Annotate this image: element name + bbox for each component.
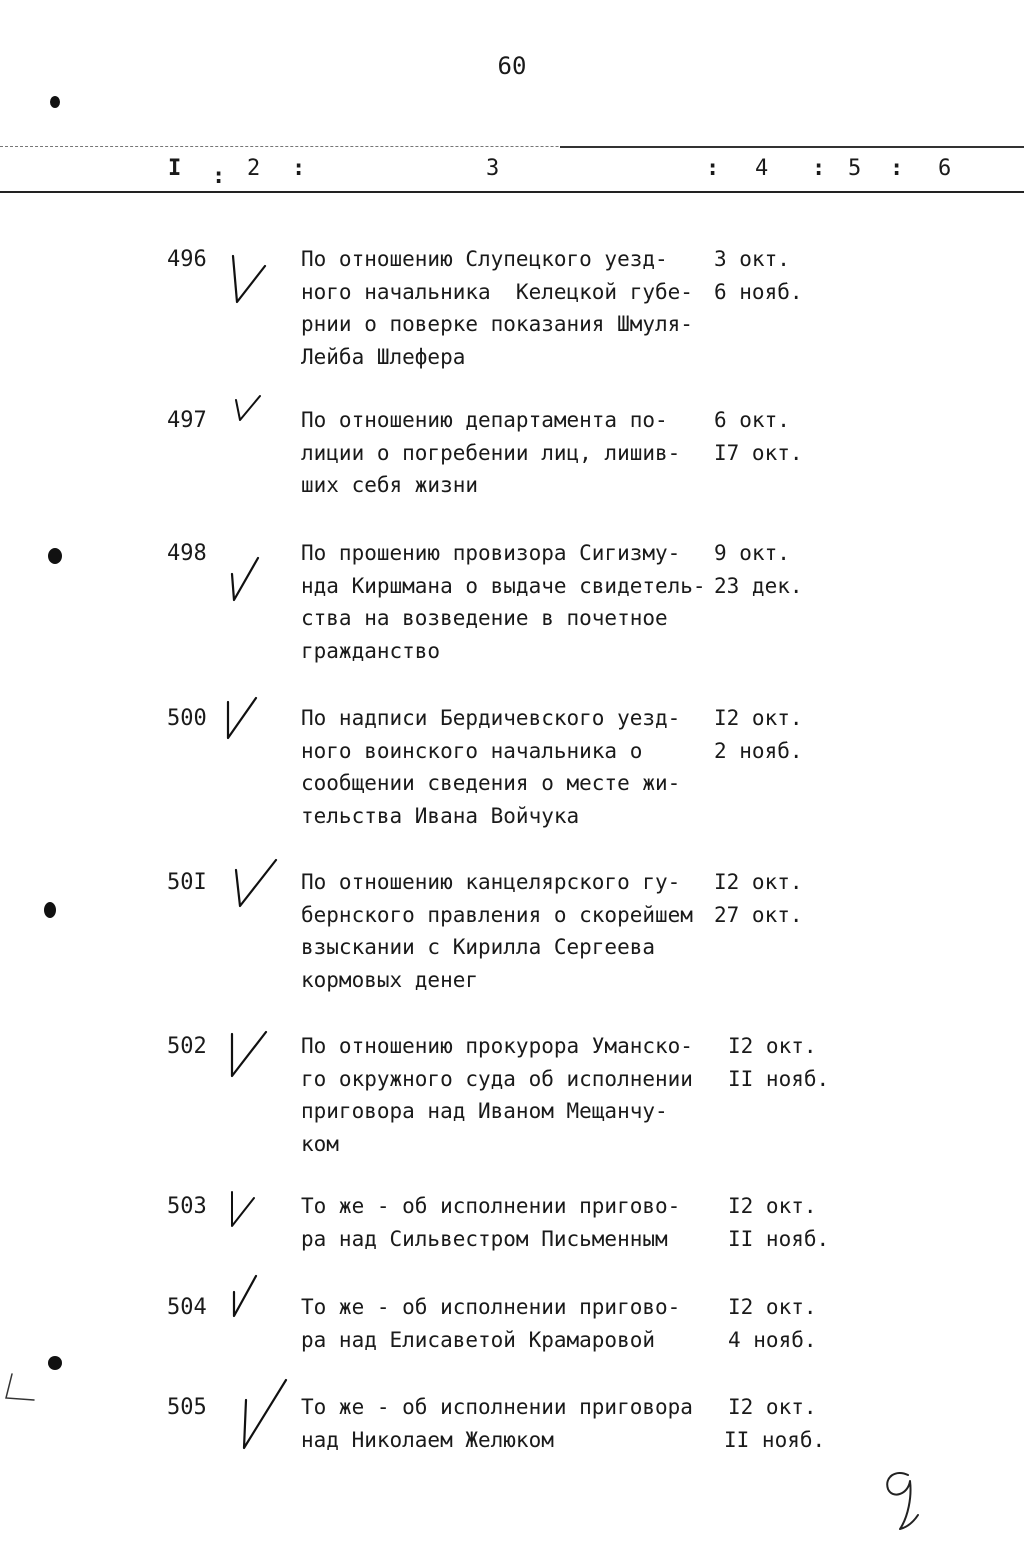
column-separator: :	[812, 156, 826, 181]
entry-description: То же - об исполнении пригово- ра над Сильвестром Письменным	[301, 1194, 681, 1251]
entry-description: По отношению Слупецкого уезд- ного начальника Келецкой губе- рнии о поверке показания Шмуля- Лейба Шлефера	[301, 247, 693, 369]
column-header-2: 2	[247, 156, 261, 181]
entry-description: По надписи Бердичевского уезд- ного воинского начальника о сообщении сведения о месте жи- тельства Ивана Войчука	[301, 706, 681, 828]
column-separator: :	[890, 156, 904, 181]
entry-date-start: 6 окт.	[714, 408, 790, 432]
entry-date-start: 3 окт.	[714, 247, 790, 271]
checkmark-icon	[230, 392, 270, 428]
punch-hole-mark	[44, 902, 56, 918]
entry-date-end: I7 окт.	[714, 441, 803, 465]
column-header-5: 5	[848, 156, 862, 181]
column-header-4: 4	[755, 156, 769, 181]
column-header-1: I	[168, 156, 182, 181]
entry-description: То же - об исполнении пригово- ра над Елисаветой Крамаровой	[301, 1295, 681, 1352]
header-rule-bottom	[0, 191, 1024, 193]
entry-date-end: 27 окт.	[714, 903, 803, 927]
checkmark-icon	[214, 694, 262, 746]
entry-date-end: 6 нояб.	[714, 280, 803, 304]
checkmark-icon	[222, 1026, 272, 1084]
entry-date-end: 4 нояб.	[728, 1328, 817, 1352]
entry-date-end: II нояб.	[724, 1428, 826, 1452]
entry-date-end: II нояб.	[728, 1227, 830, 1251]
entry-date-start: I2 окт.	[728, 1395, 817, 1419]
entry-date-end: 2 нояб.	[714, 739, 803, 763]
entry-number: 500	[167, 706, 207, 731]
column-separator: :	[292, 156, 306, 181]
entry-date-start: I2 окт.	[728, 1034, 817, 1058]
entry-date-start: I2 окт.	[728, 1295, 817, 1319]
handwritten-sheet-number	[878, 1465, 926, 1535]
header-rule-top-solid	[560, 146, 1024, 148]
entry-date-start: 9 окт.	[714, 541, 790, 565]
entry-number: 497	[167, 408, 207, 433]
punch-hole-mark	[48, 548, 62, 564]
page-number: 60	[497, 52, 527, 80]
entry-description: По отношению прокурора Уманско- го окружного суда об исполнении приговора над Иваном Мещанчу- ком	[301, 1034, 693, 1156]
checkmark-icon	[222, 552, 270, 608]
checkmark-icon	[232, 1376, 296, 1456]
entry-number: 502	[167, 1034, 207, 1059]
entry-date-start: I2 окт.	[728, 1194, 817, 1218]
punch-hole-mark	[48, 1356, 62, 1370]
entry-number: 504	[167, 1295, 207, 1320]
entry-number: 498	[167, 541, 207, 566]
entry-date-start: I2 окт.	[714, 870, 803, 894]
column-header-3: 3	[486, 156, 500, 181]
entry-date-end: II нояб.	[728, 1067, 830, 1091]
checkmark-icon	[224, 1272, 264, 1322]
entry-description: По отношению департамента по- лиции о погребении лиц, лишив- ших себя жизни	[301, 408, 681, 497]
checkmark-icon	[228, 856, 284, 916]
column-separator: :	[212, 164, 226, 189]
entry-number: 50I	[167, 870, 207, 895]
checkmark-icon	[222, 1186, 262, 1234]
entry-date-end: 23 дек.	[714, 574, 803, 598]
column-separator: :	[706, 156, 720, 181]
punch-hole-mark	[50, 96, 60, 108]
entry-number: 503	[167, 1194, 207, 1219]
margin-pencil-mark	[2, 1370, 38, 1410]
entry-description: То же - об исполнении приговора над Николаем Желюком	[301, 1395, 693, 1452]
entry-description: По прошению провизора Сигизму- нда Киршмана о выдаче свидетель- ства на возведение в почетное гражданство	[301, 541, 706, 663]
entry-number: 496	[167, 247, 207, 272]
entry-date-start: I2 окт.	[714, 706, 803, 730]
checkmark-icon	[225, 248, 275, 308]
column-header-6: 6	[938, 156, 952, 181]
entry-description: По отношению канцелярского гу- бернского правления о скорейшем взыскании с Кирилла Сергеева кормовых денег	[301, 870, 693, 992]
entry-number: 505	[167, 1395, 207, 1420]
